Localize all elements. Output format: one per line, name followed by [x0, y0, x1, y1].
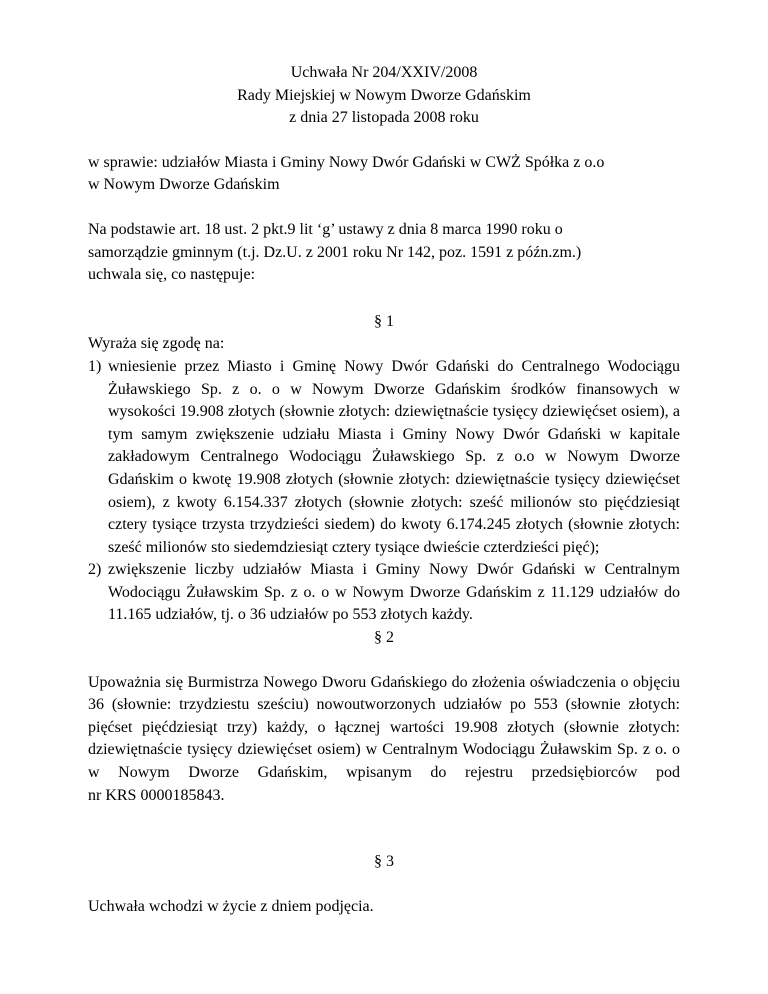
list-item-text: zwiększenie liczby udziałów Miasta i Gminy Nowy Dwór Gdański w Centralnym Wodociągu Żuławskim Sp. z o. o w Nowym Dworze Gdańskim z 11.129 udziałów do 11.165 udziałów, tj. o 36 udziałów po 553 złotych każdy. [108, 561, 680, 624]
list-item-number: 2) [88, 561, 102, 579]
section-2 [88, 672, 680, 808]
legal-basis [88, 219, 680, 287]
council-name: Rady Miejskiej w Nowym Dworze Gdańskim [237, 86, 531, 104]
section-1-list [88, 356, 680, 627]
document-page [88, 62, 680, 918]
subject-line: w sprawie: udziałów Miasta i Gminy Nowy Dwór Gdański w CWŻ Spółka z o.o [88, 153, 605, 171]
list-item [88, 559, 680, 627]
section-3-mark: § 3 [374, 853, 394, 871]
section-2-mark: § 2 [374, 629, 394, 647]
basis-line: samorządzie gminnym (t.j. Dz.U. z 2001 roku Nr 142, poz. 1591 z późn.zm.) [88, 243, 582, 261]
list-item [88, 356, 680, 559]
subject-line: w Nowym Dworze Gdańskim [88, 176, 280, 194]
resolution-header [88, 62, 680, 130]
resolution-number: Uchwała Nr 204/XXIV/2008 [290, 64, 478, 81]
section-1-mark: § 1 [374, 312, 394, 330]
section-2-text: Upoważnia się Burmistrza Nowego Dworu Gdańskiego do złożenia oświadczenia o objęciu 36 (słownie: trzydziestu sześciu) nowoutworzonych udziałów po 553 (słownie złotych: pięćset pięćdziesiąt trzy) każdy, o łącznej wartości 19.908 złotych (słownie złotych: dziewiętnaście tysięcy dziewięćset osiem) w Centralnym Wodociągu Żuławskim Sp. z o. o w Nowym Dworze Gdańskim, wpisanym do rejestru przedsiębiorców pod [88, 673, 680, 782]
list-item-number: 1) [88, 357, 102, 375]
section-1 [88, 333, 680, 627]
section-2-krs: nr KRS 0000185843. [88, 786, 225, 804]
section-1-intro: Wyraża się zgodę na: [88, 335, 225, 353]
basis-line: uchwala się, co następuje: [88, 266, 256, 284]
resolution-date: z dnia 27 listopada 2008 roku [289, 109, 479, 127]
list-item-text: wniesienie przez Miasto i Gminę Nowy Dwór Gdański do Centralnego Wodociągu Żuławskiego Sp. z o. o w Nowym Dworze Gdańskim środków finansowych w wysokości 19.908 złotych (słownie złotych: dziewiętnaście tysięcy dziewięćset osiem), a tym samym zwiększenie udziału Miasta i Gminy Nowy Dwór Gdański w kapitale zakładowym Centralnego Wodociągu Żuławskiego Sp. z o.o w Nowym Dworze Gdańskim o kwotę 19.908 złotych (słownie złotych: dziewiętnaście tysięcy dziewięćset osiem), z kwoty 6.154.337 złotych (słownie złotych: sześć milionów sto pięćdziesiąt cztery tysiące trzysta trzydzieści siedem) do kwoty 6.174.245 złotych (słownie złotych: sześć milionów sto siedemdziesiąt cztery tysiące dwieście czterdzieści pięć); [108, 357, 680, 556]
resolution-subject [88, 152, 680, 197]
basis-line: Na podstawie art. 18 ust. 2 pkt.9 lit ‘g’ ustawy z dnia 8 marca 1990 roku o [88, 220, 563, 238]
section-3-text: Uchwała wchodzi w życie z dniem podjęcia. [88, 897, 374, 915]
